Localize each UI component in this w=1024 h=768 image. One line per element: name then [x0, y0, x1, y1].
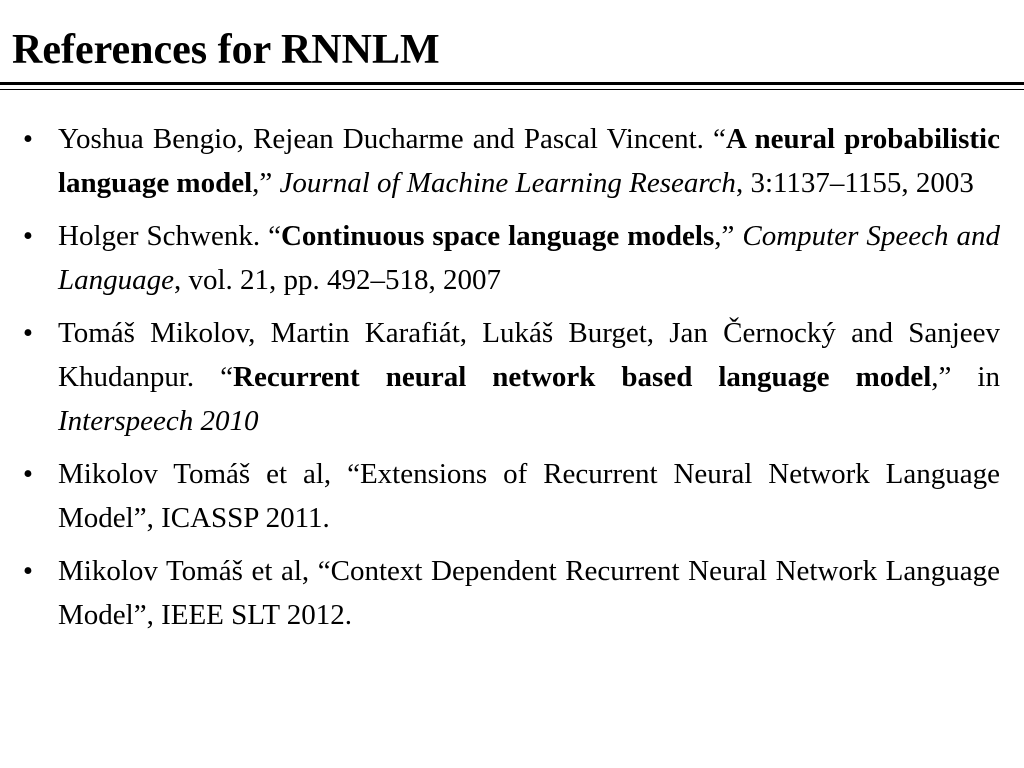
reference-authors: Tomáš Mikolov, Martin Karafiát, Lukáš Burget, Jan Černocký and Sanjeev Khudanpur. “ — [58, 317, 1000, 393]
reference-venue: Journal of Machine Learning Research — [279, 167, 736, 199]
reference-item-bengio-2003 — [22, 117, 1000, 205]
slide-title: References for RNNLM — [12, 27, 440, 73]
reference-item-mikolov-icassp-2011 — [22, 452, 1000, 540]
reference-item-mikolov-slt-2012 — [22, 549, 1000, 637]
bullet-icon: • — [22, 220, 34, 252]
reference-authors: Holger Schwenk. “ — [58, 220, 281, 252]
reference-punctuation: ,” in — [931, 361, 1000, 393]
reference-punctuation: ,” — [714, 220, 743, 252]
reference-details: , 3:1137–1155, 2003 — [735, 167, 974, 199]
reference-title: A neural probabilistic language model — [58, 123, 1000, 199]
bullet-icon: • — [22, 555, 34, 587]
title-divider-thick — [0, 82, 1024, 85]
reference-details: , vol. 21, pp. 492–518, 2007 — [174, 264, 502, 296]
reference-venue: Computer Speech and Language — [58, 220, 1000, 296]
reference-text: Mikolov Tomáš et al, “Extensions of Recurrent Neural Network Language Model”, ICASSP 2011. — [58, 458, 1000, 534]
bullet-icon: • — [22, 317, 34, 349]
reference-punctuation: ,” — [252, 167, 280, 199]
reference-text: Mikolov Tomáš et al, “Context Dependent Recurrent Neural Network Language Model”, IEEE SLT 2012. — [58, 555, 1000, 631]
reference-title: Recurrent neural network based language model — [233, 361, 932, 393]
reference-venue: Interspeech 2010 — [58, 405, 259, 437]
reference-title: Continuous space language models — [280, 220, 715, 252]
reference-list — [22, 117, 1000, 646]
bullet-icon: • — [22, 458, 34, 490]
reference-authors: Yoshua Bengio, Rejean Ducharme and Pascal Vincent. “ — [58, 123, 726, 155]
reference-item-schwenk-2007 — [22, 214, 1000, 302]
reference-item-mikolov-2010 — [22, 311, 1000, 443]
bullet-icon: • — [22, 123, 34, 155]
title-divider-thin — [0, 89, 1024, 90]
